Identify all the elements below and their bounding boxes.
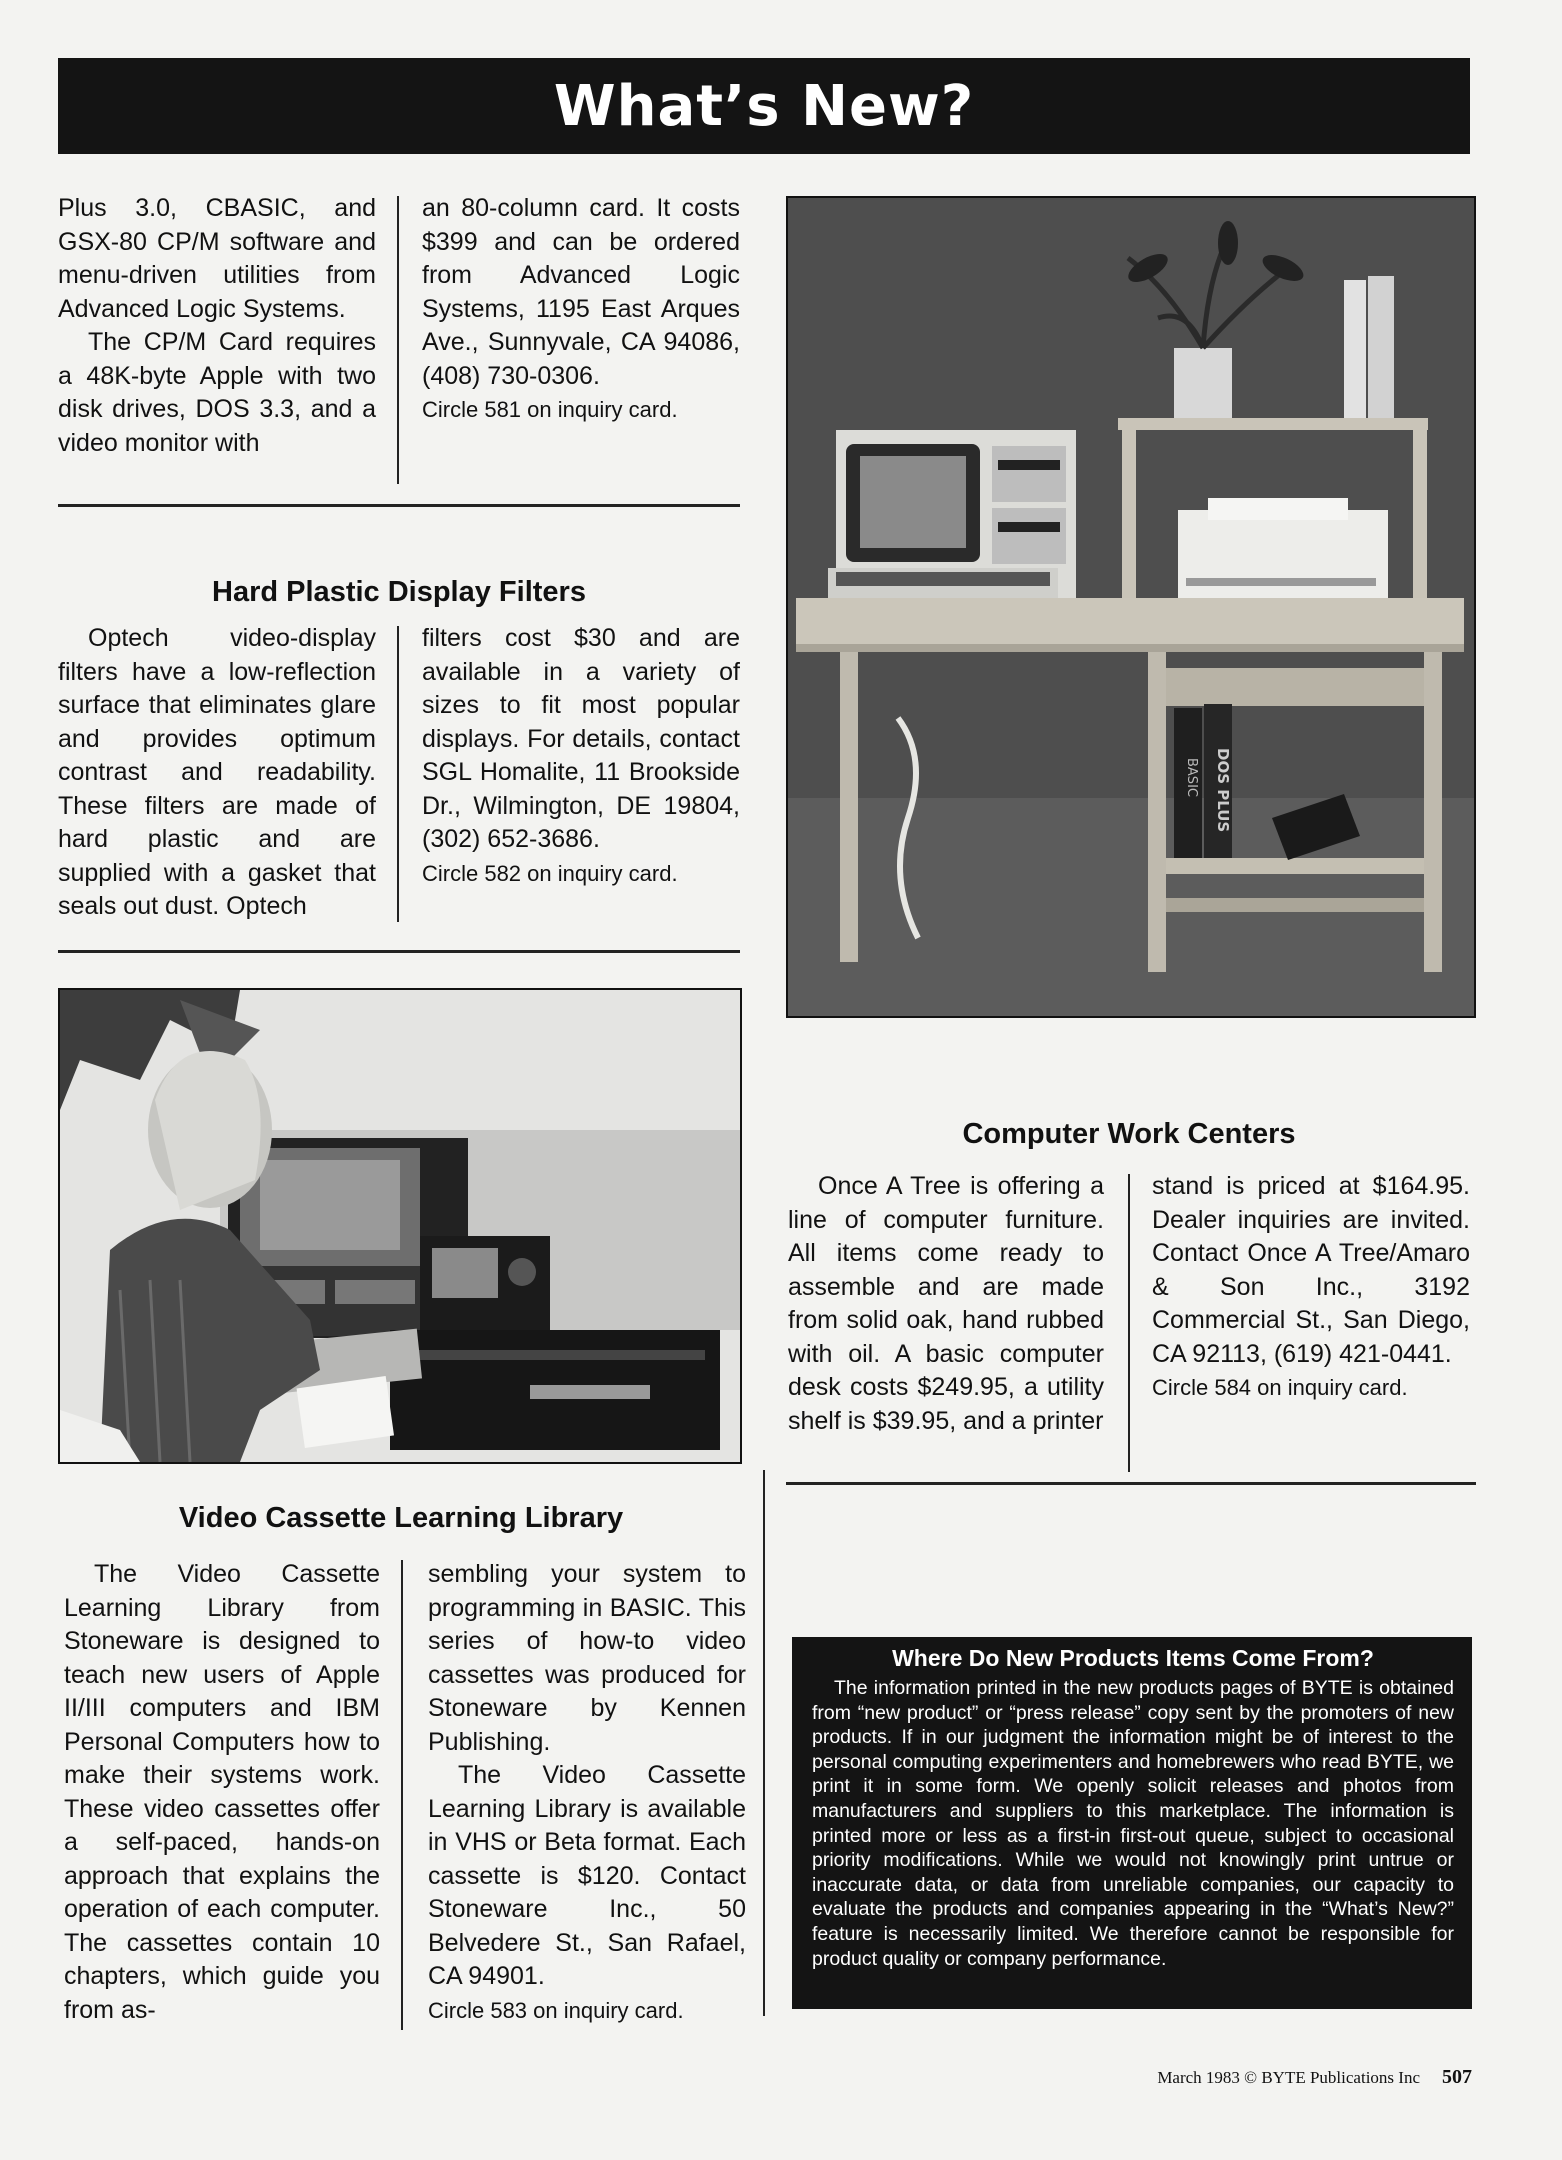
article2-col1 [58,622,376,924]
article1-col1 [58,192,376,460]
article3-col2-text: sembling your system to programming in BASIC. This series of how-to video cassettes was produced for Stoneware by Kennen Publishing. [428,1560,746,1756]
section-rule [58,504,740,507]
article2-col2-text: filters cost $30 and are available in a variety of sizes to fit most popular displays. For details, contact SGL Homalite, 11 Brookside Dr., Wilmington, DE 19804, (302) 652-3686. [422,624,740,853]
page-gutter-rule [763,1470,765,2016]
column-divider [397,626,399,922]
column-divider [397,196,399,484]
article3-col1 [64,1558,380,2027]
section-banner [58,58,1470,154]
article2-col1-text: Optech video-display filters have a low-reflection surface that eliminates glare and provides optimum contrast and readability. These filters are made of hard plastic and are supplied with a gasket that seals out dust. Optech [58,624,376,920]
article4-heading: Computer Work Centers [962,1118,1296,1150]
book-spine-basic: BASIC [1184,758,1199,797]
page-number: 507 [1442,2066,1472,2088]
article4-col1 [788,1170,1104,1438]
article4-circle: Circle 584 on inquiry card. [1152,1375,1408,1400]
notice-title: Where Do New Products Items Come From? [892,1645,1374,1671]
article3-col2 [428,1558,746,2028]
column-divider [401,1560,403,2030]
footer-credit: March 1983 © BYTE Publications Inc [1157,2068,1420,2087]
article3-circle: Circle 583 on inquiry card. [428,1997,684,2023]
photo-work-center [786,196,1476,1018]
article3-heading: Video Cassette Learning Library [178,1502,624,1534]
article2-circle: Circle 582 on inquiry card. [422,860,678,886]
article4-col2-text: stand is priced at $164.95. Dealer inquiries are invited. Contact Once A Tree/Amaro & Son Inc., 3192 Commercial St., San Diego, CA 92113, (619) 421-0441. [1152,1172,1470,1368]
article4-col2 [1152,1170,1470,1405]
article1-col1-para2: The CP/M Card requires a 48K-byte Apple with two disk drives, DOS 3.3, and a video monitor with [58,328,376,457]
article1-col1-text: Plus 3.0, CBASIC, and GSX-80 CP/M software and menu-driven utilities from Advanced Logic Systems. [58,194,376,323]
editorial-notice-box [792,1637,1472,2009]
article3-col2-para2: The Video Cassette Learning Library is available in VHS or Beta format. Each cassette is $120. Contact Stoneware Inc., 50 Belvedere St., San Rafael, CA 94901. [428,1761,746,1990]
photo-video-library-image [60,990,740,1462]
article2-col2 [422,622,740,891]
notice-body: The information printed in the new products pages of BYTE is obtained from “new product” or “press release” copy sent by the promoters of new products. If in our judgment the information might be of interest to the personal computing experimenters and homebrewers who read BYTE, we print it in some form. We openly solicit releases and photos from manufacturers and suppliers to this marketplace. The information is printed more or less as a first-in first-out queue, subject to occasional priority modifications. While we would not knowingly print untrue or inaccurate data, or data from unreliable companies, our capacity to evaluate the products and companies appearing in the “What’s New?” feature is necessarily limited. We therefore cannot be responsible for product quality or company performance. [812,1677,1454,1970]
book-spine-dosplus: DOS PLUS [1214,748,1232,833]
article3-col1-text: The Video Cassette Learning Library from Stoneware is designed to teach new users of Apple II/III computers and IBM Personal Computers how to make their systems work. These video cassettes offer a self-paced, hands-on approach that explains the operation of each computer. The cassettes contain 10 chapters, which guide you from as- [64,1560,380,2024]
article1-circle: Circle 581 on inquiry card. [422,397,678,422]
page-footer [1157,2066,1472,2089]
section-rule [786,1482,1476,1485]
article2-heading: Hard Plastic Display Filters [212,576,586,608]
article1-col2 [422,192,740,427]
photo-work-center-image [788,198,1474,1016]
section-rule [58,950,740,953]
banner-title: What’s New? [553,73,975,139]
article1-col2-text: an 80-column card. It costs $399 and can be ordered from Advanced Logic Systems, 1195 East Arques Ave., Sunnyvale, CA 94086, (408) 730-0306. [422,194,740,390]
photo-video-library [58,988,742,1464]
article4-col1-text: Once A Tree is offering a line of computer furniture. All items come ready to assemble and are made from solid oak, hand rubbed with oil. A basic computer desk costs $249.95, a utility shelf is $39.95, and a printer [788,1172,1104,1435]
column-divider [1128,1174,1130,1472]
